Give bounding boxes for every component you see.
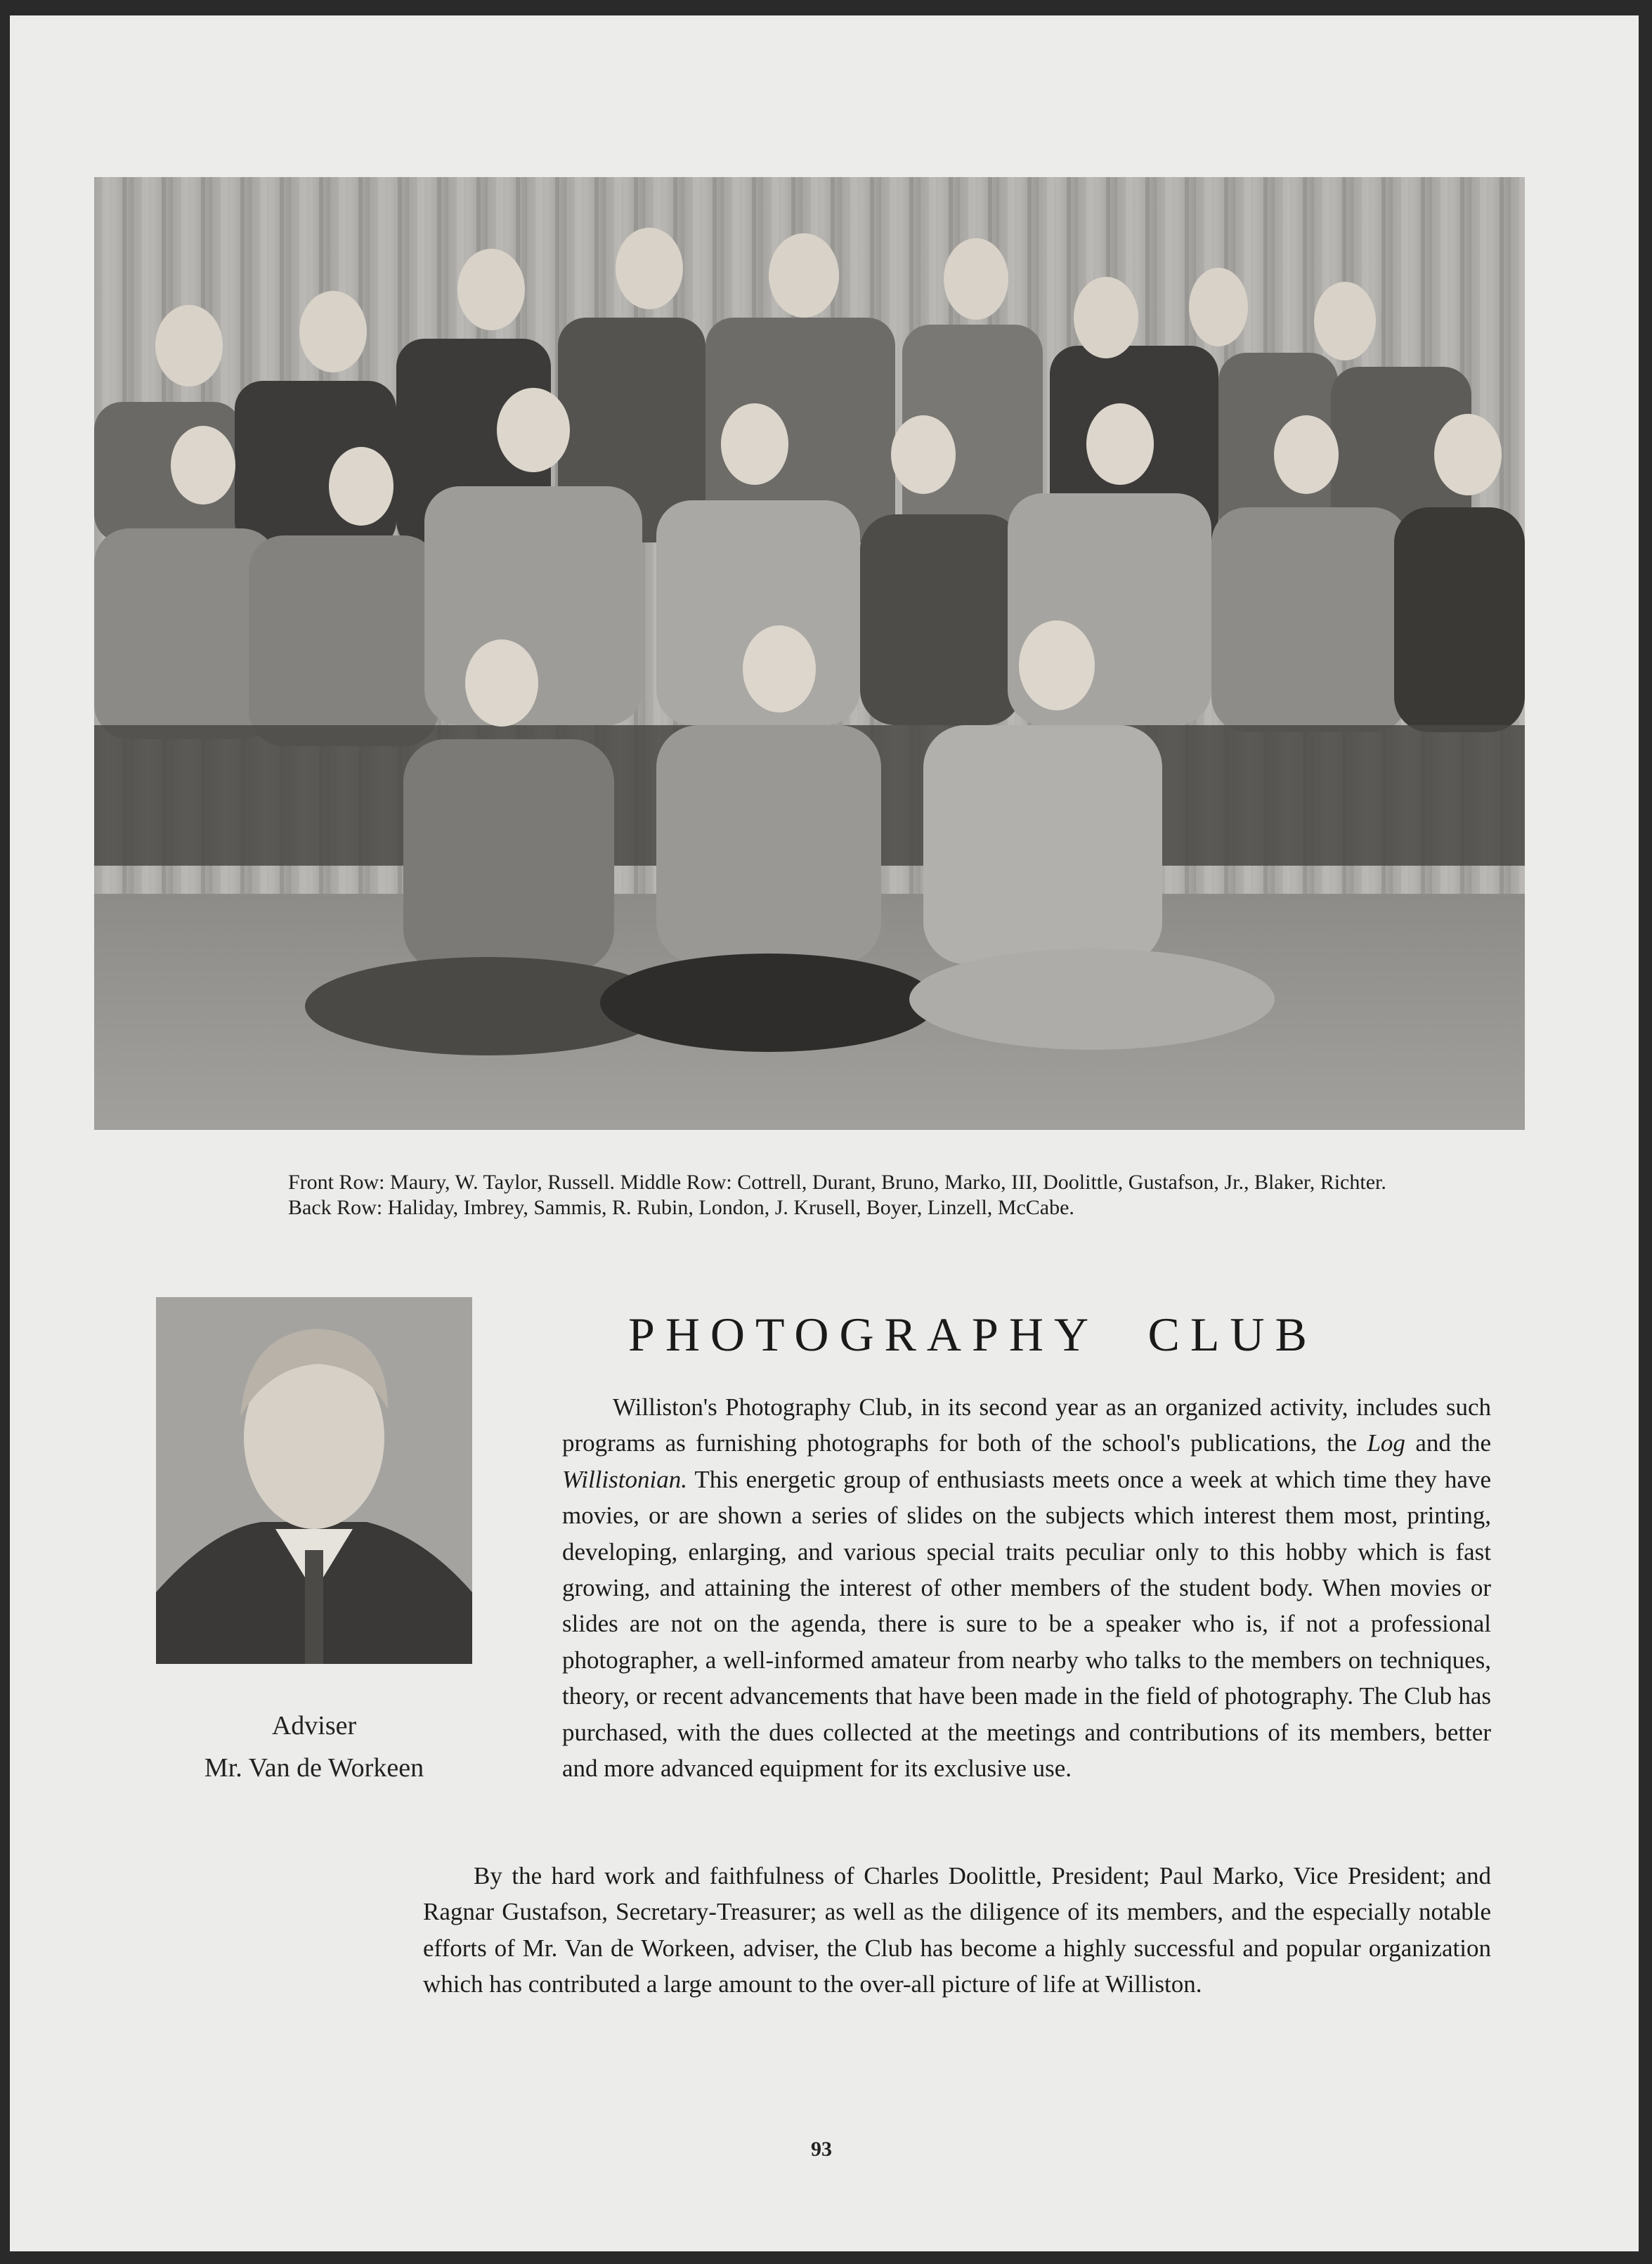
adviser-caption xyxy=(115,1705,513,1789)
page-title: PHOTOGRAPHY CLUB xyxy=(628,1308,1318,1361)
log-title: Log xyxy=(1367,1429,1405,1457)
willistonian-title: Willistonian. xyxy=(562,1465,687,1493)
adviser-portrait xyxy=(156,1297,472,1664)
paragraph-1-text-b: and the xyxy=(1415,1429,1492,1457)
group-photo-image xyxy=(94,177,1525,1130)
adviser-portrait-image xyxy=(156,1297,472,1664)
paragraph-1-text-c: This energetic group of enthusiasts meets once a week at which time they have movies, or are shown a series of slides on the subjects which interest them most, printing, developing, enlarging, and various special traits peculiar only to this hobby which is fast growing, and attaining the interest of other members of the student body. When movies or slides are not on the agenda, there is sure to be a speaker who is, if not a professional photographer, a well-informed amateur from nearby who talks to the members on techniques, theory, or recent advancements that have been made in the field of photography. The Club has purchased, with the dues collected at the meetings and contributions of its members, better and more advanced equipment for its exclusive use. xyxy=(562,1465,1491,1783)
adviser-title: Adviser xyxy=(271,1711,357,1741)
page-number: 93 xyxy=(811,2138,832,2161)
body-paragraph-2: By the hard work and faithfulness of Charles Doolittle, President; Paul Marko, Vice President; and Ragnar Gustafson, Secretary-Treasurer; as well as the diligence of its members, and the especially notable efforts of Mr. Van de Workeen, adviser, the Club has become a highly successful and popular organization which has contributed a large amount to the over-all picture of life at Williston. xyxy=(423,1862,1491,1998)
paragraph-1-text-a: Williston's Photography Club, in its second year as an organized activity, includes such programs as furnishing photographs for both of the school's publications, the xyxy=(562,1393,1491,1457)
photo-caption: Front Row: Maury, W. Taylor, Russell. Middle Row: Cottrell, Durant, Bruno, Marko, III, Doolittle, Gustafson, Jr., Blaker, Richter. Back Row: Haliday, Imbrey, Sammis, R. Rubin, London, J. Krusell, Boyer, Linzell, McCabe. xyxy=(288,1171,1386,1219)
adviser-name: Mr. Van de Workeen xyxy=(204,1753,424,1783)
yearbook-page xyxy=(10,15,1639,2251)
group-photo xyxy=(94,177,1525,1130)
body-paragraph-1 xyxy=(562,1389,1491,1786)
